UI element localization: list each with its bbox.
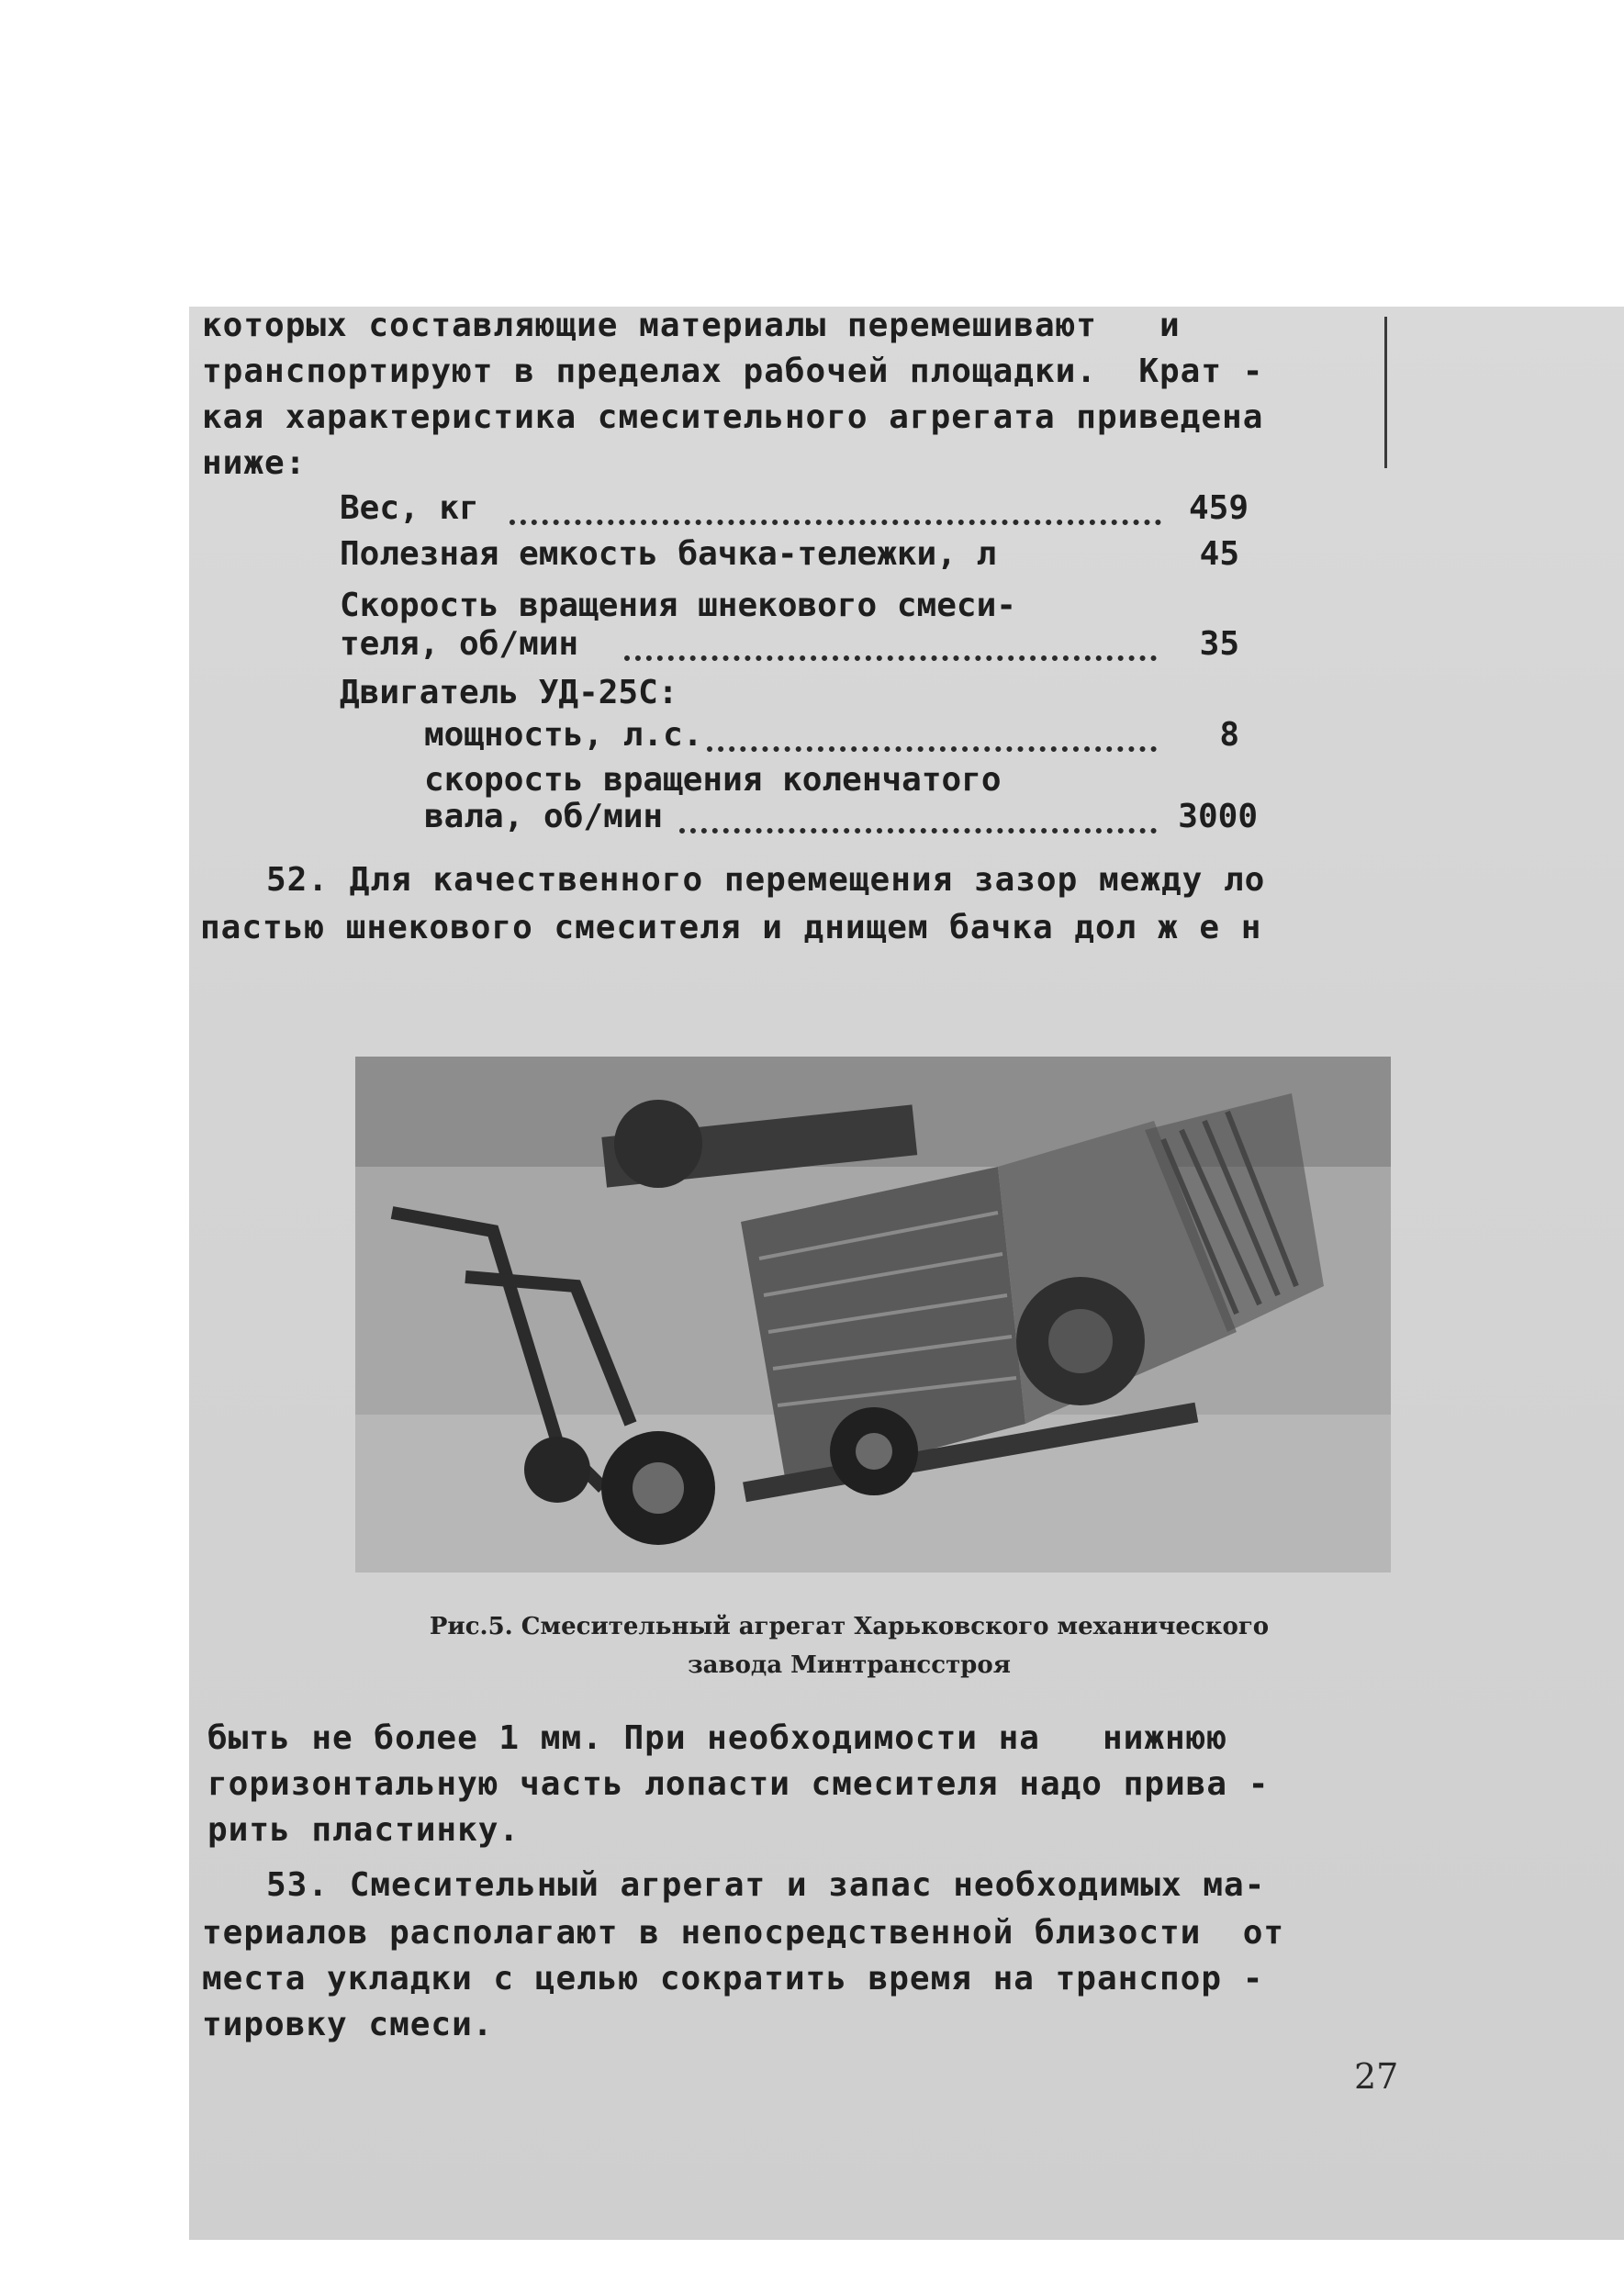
spec-engine-label: Двигатель УД-25С: (340, 674, 678, 711)
leader-dots (707, 741, 1157, 752)
spec-crank-label: скорость вращения коленчатого (424, 761, 1002, 799)
spec-auger-label: теля, об/мин (340, 625, 579, 663)
page-number: 27 (1354, 2056, 1399, 2097)
paragraph-continue-line: горизонтальную часть лопасти смесителя надо прива - (207, 1765, 1270, 1803)
paragraph-top-line: кая характеристика смесительного агрегата приведена (202, 398, 1264, 436)
spec-power-label: мощность, л.с. (424, 716, 703, 754)
spec-capacity-label: Полезная емкость бачка-тележки, л (340, 535, 997, 573)
spec-crank-label: вала, об/мин (424, 798, 664, 835)
leader-dots (624, 650, 1157, 661)
spec-capacity-value: 45 (1199, 535, 1239, 573)
spec-auger-value: 35 (1199, 625, 1239, 663)
spec-crank-value: 3000 (1178, 798, 1258, 835)
paragraph-top-line: которых составляющие материалы перемешивают и (202, 307, 1181, 344)
paragraph-continue-line: быть не более 1 мм. При необходимости на нижнюю (207, 1719, 1228, 1757)
spec-power-value: 8 (1219, 716, 1239, 754)
paragraph-53-line: места укладки с целью сократить время на транспор - (202, 1960, 1264, 1997)
paragraph-52-line: пастью шнекового смесителя и днищем бачка дол ж е н (200, 909, 1262, 946)
paragraph-top-line: ниже: (202, 444, 307, 482)
spec-weight-label: Вес, кг (340, 489, 479, 527)
margin-rule (1384, 317, 1387, 468)
leader-dots (510, 514, 1161, 525)
leader-dots (679, 822, 1157, 834)
figure-photo (355, 1057, 1391, 1572)
spec-auger-label: Скорость вращения шнекового смеси- (340, 587, 1016, 624)
paragraph-53-line: териалов располагают в непосредственной близости от (202, 1914, 1285, 1952)
paragraph-53-line: 53. Смесительный агрегат и запас необходимых ма- (266, 1866, 1266, 1904)
paragraph-52-line: 52. Для качественного перемещения зазор между ло (266, 861, 1266, 899)
paragraph-top-line: транспортируют в пределах рабочей площадки. Крат - (202, 352, 1264, 390)
paragraph-continue-line: рить пластинку. (207, 1811, 521, 1849)
figure-caption: завода Минтрансстроя (688, 1651, 1011, 1679)
paragraph-53-line: тировку смеси. (202, 2006, 494, 2043)
mixer-illustration (355, 1057, 1391, 1572)
figure-caption: Рис.5. Смесительный агрегат Харьковского механического (429, 1613, 1270, 1640)
spec-weight-value: 459 (1188, 489, 1249, 527)
